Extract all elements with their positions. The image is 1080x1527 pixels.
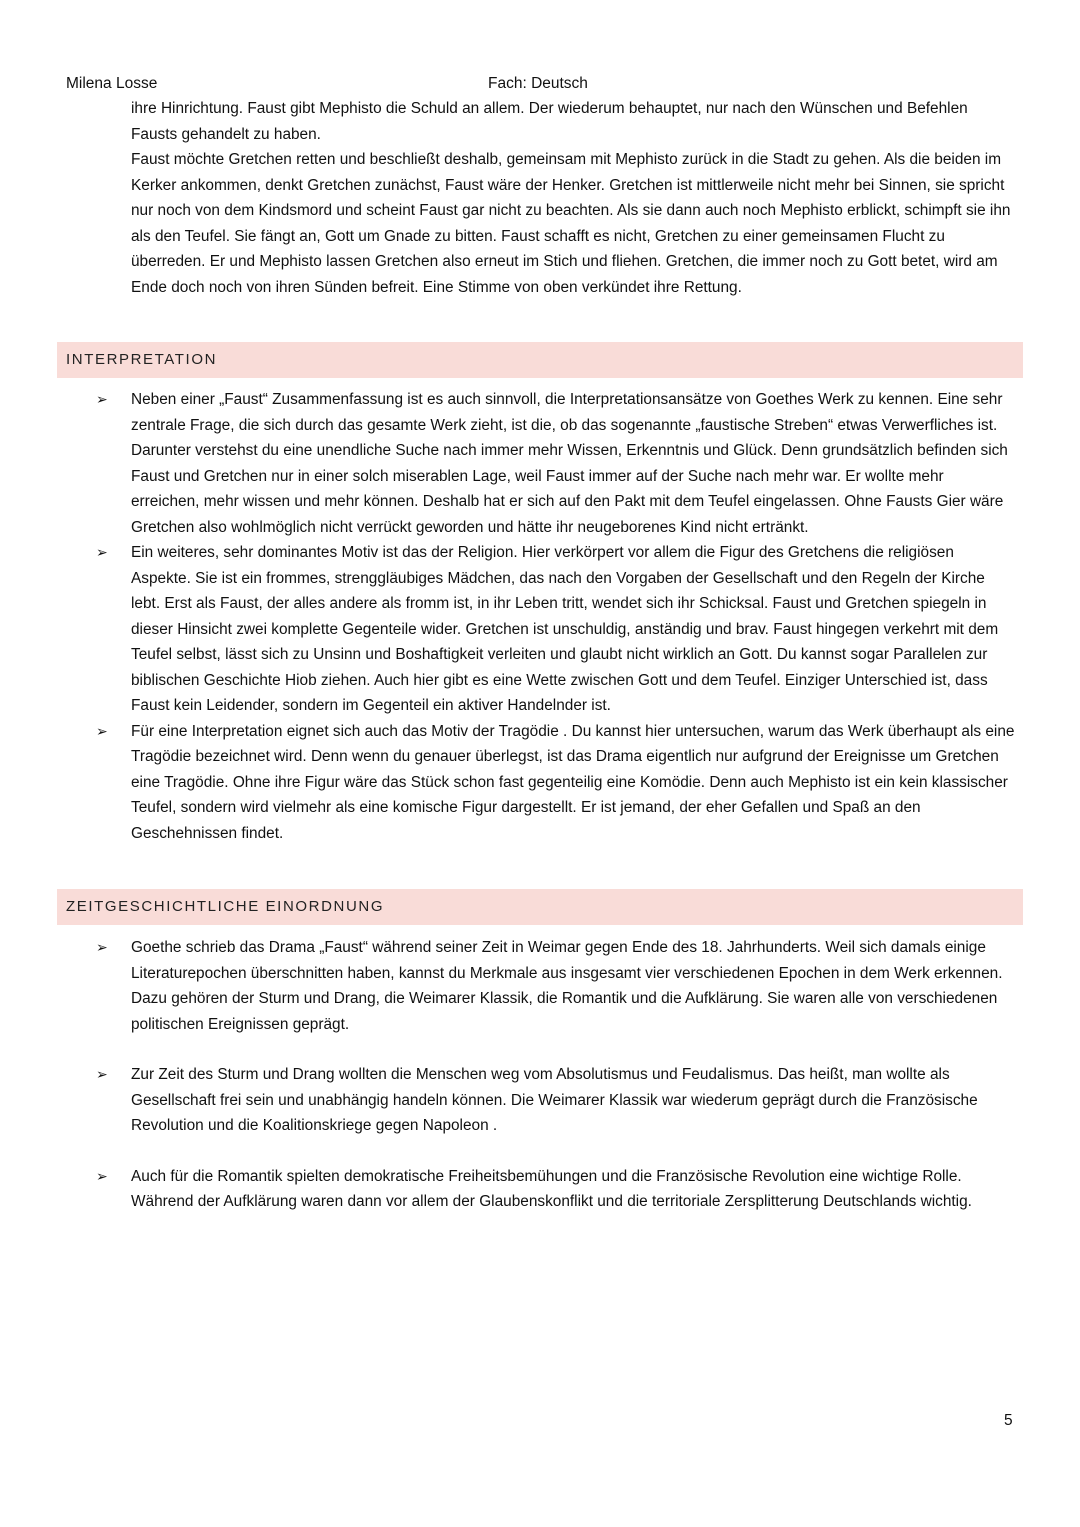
- interpretation-list: [96, 387, 1016, 846]
- arrow-bullet-icon: ➢: [96, 544, 108, 560]
- arrow-bullet-icon: ➢: [96, 939, 108, 955]
- list-item-text: Zur Zeit des Sturm und Drang wollten die Menschen weg vom Absolutismus und Feudalismus. Das heißt, man wollte als Gesellschaft frei sein und unabhängig handeln können. Die Weimarer Klassik war wiederum geprägt durch die Französische Revolution und die Koalitionskriege gegen Napoleon .: [131, 1066, 978, 1134]
- list-item-text: Goethe schrieb das Drama „Faust“ während seiner Zeit in Weimar gegen Ende des 18. Jahrhunderts. Weil sich damals einige Literaturepochen überschnitten haben, kannst du Merkmale aus insgesamt vier verschiedenen Epochen in dem Werk erkennen. Dazu gehören der Sturm und Drang, die Weimarer Klassik, die Romantik und die Aufklärung. Sie waren alle von verschiedenen politischen Ereignissen geprägt.: [131, 939, 1003, 1033]
- arrow-bullet-icon: ➢: [96, 1167, 108, 1184]
- list-item-text: Ein weiteres, sehr dominantes Motiv ist das der Religion. Hier verkörpert vor allem die Figur des Gretchens die religiösen Aspekte. Sie ist ein frommes, strenggläubiges Mädchen, das nach den Vorgaben der Gesellschaft und den Regeln der Kirche lebt. Erst als Faust, der alles andere als fromm ist, in ihr Leben tritt, wendet sich ihr Schicksal. Faust und Gretchen spiegeln in dieser Hinsicht zwei komplette Gegenteile wider. Gretchen ist unschuldig, anständig und brav. Faust hingegen verkehrt mit dem Teufel selbst, lässt sich zu Unsinn und Boshaftigkeit verleiten und glaubt nicht wirklich an Gott. Du kannst sogar Parallelen zur biblischen Geschichte Hiob ziehen. Auch hier gibt es eine Wette zwischen Gott und dem Teufel. Einziger Unterschied ist, dass Faust kein Leidender, sondern im Gegenteil ein aktiver Handelnder ist.: [131, 544, 999, 714]
- arrow-bullet-icon: ➢: [96, 391, 108, 407]
- arrow-bullet-icon: ➢: [96, 722, 108, 739]
- list-item: [96, 1062, 1016, 1139]
- subject-label: Fach: Deutsch: [488, 75, 588, 92]
- intro-paragraph: ihre Hinrichtung. Faust gibt Mephisto die Schuld an allem. Der wiederum behauptet, nur nach den Wünschen und Befehlen Fausts gehandelt zu haben.: [131, 100, 968, 143]
- section-heading-interpretation: [57, 342, 1023, 378]
- arrow-bullet-icon: ➢: [96, 1066, 108, 1082]
- list-item-text: Neben einer „Faust“ Zusammenfassung ist es auch sinnvoll, die Interpretationsansätze von Goethes Werk zu kennen. Eine sehr zentrale Frage, die sich durch das gesamte Werk zieht, ist die, ob das sogenannte „faustische Streben“ etwas Verwerfliches ist. Darunter verstehst du eine unendliche Suche nach immer mehr Wissen, Erkenntnis und Glück. Denn grundsätzlich befinden sich Faust und Gretchen nur in einer solch miserablen Lage, weil Faust immer auf der Suche nach mehr war. Er wollte mehr erreichen, mehr wissen und mehr können. Deshalb hat er sich auf den Pakt mit dem Teufel eingelassen. Ohne Fausts Gier wäre Gretchen also wohlmöglich nicht verrückt geworden und hätte ihr neugeborenes Kind nicht ertränkt.: [131, 391, 1008, 536]
- intro-text: [131, 96, 1016, 300]
- list-item-text: Für eine Interpretation eignet sich auch das Motiv der Tragödie . Du kannst hier untersuchen, warum das Werk überhaupt als eine Tragödie bezeichnet wird. Denn wenn du genauer überlegst, ist das Drama eigentlich nur aufgrund der Ereignisse um Gretchen eine Tragödie. Ohne ihre Figur wäre das Stück schon fast gegenteilig eine Komödie. Denn auch Mephisto ist ein kein klassischer Teufel, sondern wird vielmehr als eine komische Figur dargestellt. Er ist jemand, der eher Gefallen und Spaß an den Geschehnissen findet.: [131, 722, 1015, 842]
- page-header: [66, 75, 1016, 95]
- page-number: 5: [1004, 1412, 1013, 1429]
- section-heading-label: ZEITGESCHICHTLICHE EINORDNUNG: [66, 898, 385, 915]
- list-item: [96, 935, 1016, 1037]
- section-heading-zeitgeschichte: [57, 889, 1023, 925]
- list-item: [96, 719, 1016, 847]
- list-item: [96, 540, 1016, 719]
- list-item: [96, 1164, 1016, 1215]
- list-item-text: Auch für die Romantik spielten demokratische Freiheitsbemühungen und die Französische Revolution eine wichtige Rolle. Während der Aufklärung waren dann vor allem der Glaubenskonflikt und die territoriale Zersplitterung Deutschlands wichtig.: [131, 1167, 972, 1210]
- intro-paragraph: Faust möchte Gretchen retten und beschließt deshalb, gemeinsam mit Mephisto zurück in die Stadt zu gehen. Als die beiden im Kerker ankommen, denkt Gretchen zunächst, Faust wäre der Henker. Gretchen ist mittlerweile nicht mehr bei Sinnen, sie spricht nur noch von dem Kindsmord und scheint Faust gar nicht zu beachten. Als sie dann auch noch Mephisto erblickt, schimpft sie ihn als den Teufel. Sie fängt an, Gott um Gnade zu bitten. Faust schafft es nicht, Gretchen zu einer gemeinsamen Flucht zu überreden. Er und Mephisto lassen Gretchen also erneut im Stich und fliehen. Gretchen, die immer noch zu Gott betet, wird am Ende doch noch von ihren Sünden befreit. Eine Stimme von oben verkündet ihre Rettung.: [131, 151, 1011, 296]
- author-name: Milena Losse: [66, 75, 158, 92]
- zeitgeschichte-list: [96, 935, 1016, 1215]
- list-item: [96, 387, 1016, 540]
- section-heading-label: INTERPRETATION: [66, 351, 218, 368]
